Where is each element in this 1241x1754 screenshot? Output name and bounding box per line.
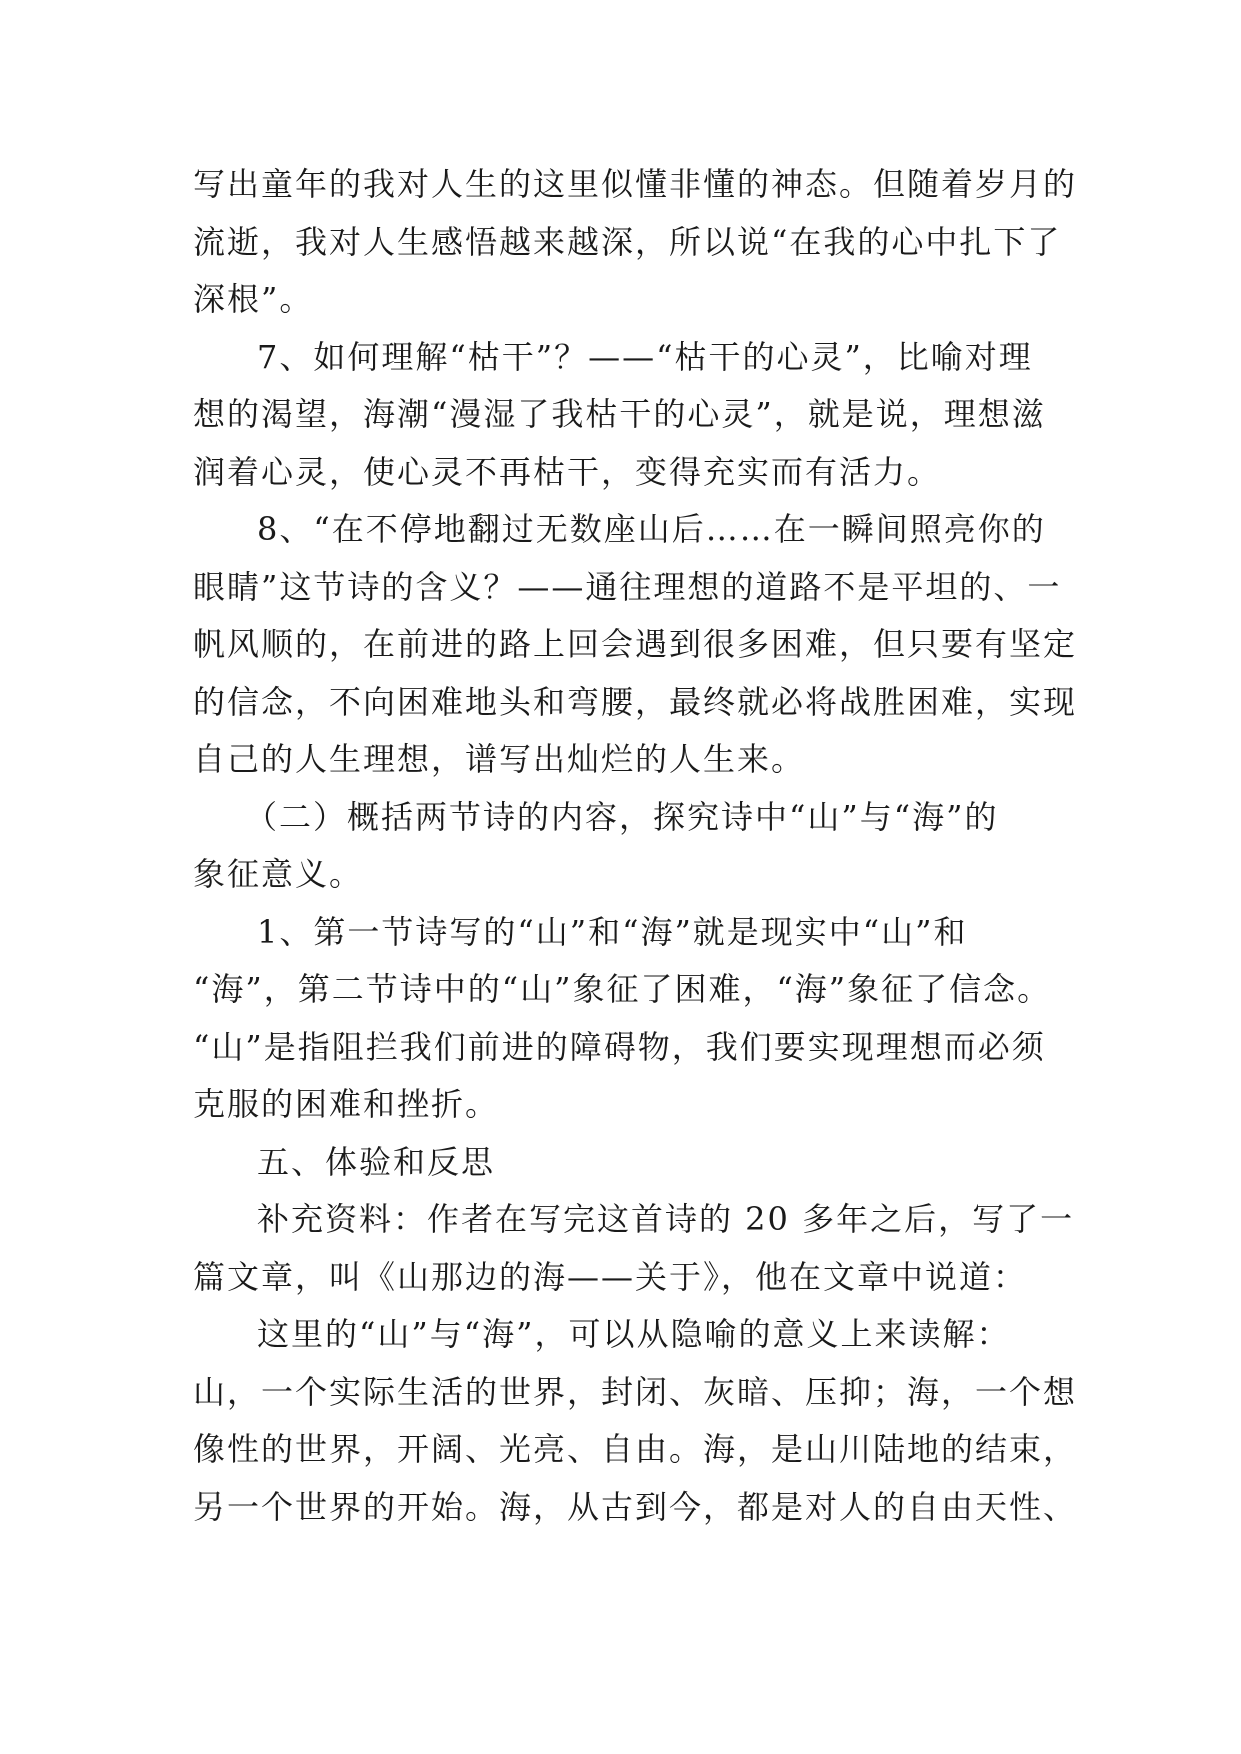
text-line: 写出童年的我对人生的这里似懂非懂的神态。但随着岁月的 xyxy=(193,165,1078,203)
text-line: 7、如何理解“枯干”？——“枯干的心灵”，比喻对理 xyxy=(257,337,1033,376)
text-line: 深根”。 xyxy=(193,280,314,318)
section-heading: 五、体验和反思 xyxy=(257,1142,496,1181)
text-line: 这里的“山”与“海”，可以从隐喻的意义上来读解： xyxy=(257,1315,1011,1353)
text-line: 山，一个实际生活的世界，封闭、灰暗、压抑；海，一个想 xyxy=(193,1372,1078,1411)
text-line: 流逝，我对人生感悟越来越深，所以说“在我的心中扎下了 xyxy=(193,222,1062,261)
text-line: “山”是指阻拦我们前进的障碍物，我们要实现理想而必须 xyxy=(193,1027,1046,1066)
text-line: 想的渴望，海潮“漫湿了我枯干的心灵”，就是说，理想滋 xyxy=(193,395,1046,433)
text-line: 克服的困难和挫折。 xyxy=(193,1085,500,1123)
text-line: 的信念，不向困难地头和弯腰，最终就必将战胜困难，实现 xyxy=(193,682,1078,721)
text-line: 像性的世界，开阔、光亮、自由。海，是山川陆地的结束， xyxy=(193,1430,1078,1468)
text-line: 另一个世界的开始。海，从古到今，都是对人的自由天性、 xyxy=(193,1487,1078,1526)
text-line: 自己的人生理想，谱写出灿烂的人生来。 xyxy=(193,740,806,778)
text-line: 补充资料：作者在写完这首诗的 20 多年之后，写了一 xyxy=(257,1200,1075,1238)
text-line: 帆风顺的，在前进的路上回会遇到很多困难，但只要有坚定 xyxy=(193,625,1078,663)
text-line: “海”，第二节诗中的“山”象征了困难，“海”象征了信念。 xyxy=(193,970,1052,1008)
text-line: 篇文章，叫《山那边的海——关于》，他在文章中说道： xyxy=(193,1257,1028,1296)
text-line: 1、第一节诗写的“山”和“海”就是现实中“山”和 xyxy=(257,912,968,951)
text-line: 8、“在不停地翻过无数座山后……在一瞬间照亮你的 xyxy=(257,510,1046,548)
document-body xyxy=(193,156,1078,1536)
text-line: 象征意义。 xyxy=(193,855,364,893)
section-heading: （二）概括两节诗的内容，探究诗中“山”与“海”的 xyxy=(245,797,999,836)
text-line: 润着心灵，使心灵不再枯干，变得充实而有活力。 xyxy=(193,452,942,491)
text-line: 眼睛”这节诗的含义？——通往理想的道路不是平坦的、一 xyxy=(193,567,1062,606)
